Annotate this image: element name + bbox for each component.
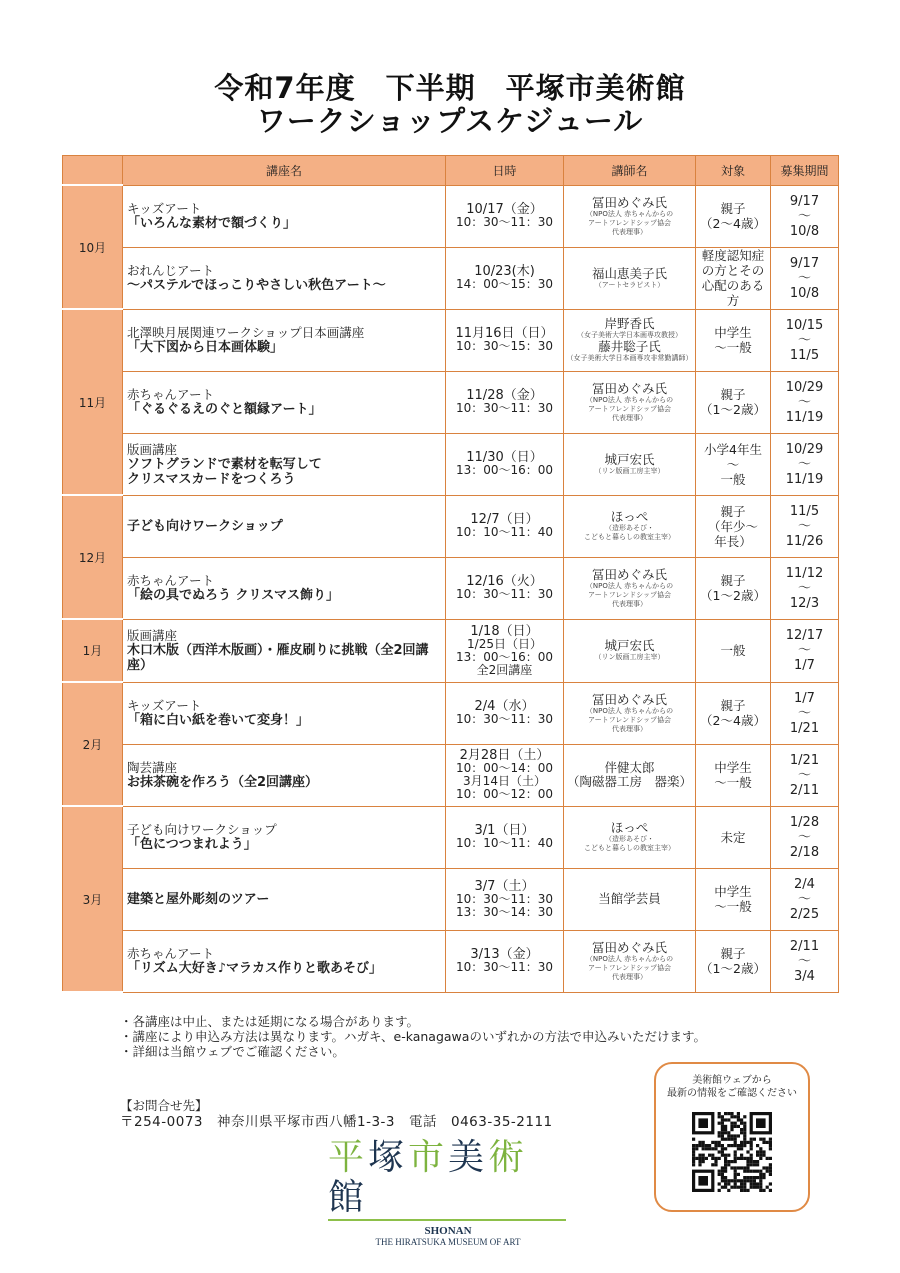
time-text: 10：10～11：40 — [455, 836, 554, 850]
qr-caption-1: 美術館ウェブから — [692, 1075, 772, 1086]
course-category: キッズアート — [127, 698, 202, 713]
datetime-cell — [446, 868, 564, 930]
teacher-cell — [564, 930, 696, 992]
logo-underline — [328, 1219, 566, 1221]
course-name-cell — [123, 806, 446, 868]
target-cell: 親子 （2～4歳） — [696, 682, 771, 744]
qr-code-icon[interactable] — [692, 1112, 772, 1192]
table-row — [63, 371, 839, 433]
course-name-cell — [123, 930, 446, 992]
time-text: 10：30～15：30 — [455, 339, 554, 353]
course-title: 「箱に白い紙を巻いて変身！」 — [127, 713, 310, 728]
teacher-name: 冨田めぐみ氏 — [591, 566, 667, 582]
month-cell: 11月 — [63, 309, 123, 495]
teacher-affiliation: （NPO法人 赤ちゃんからの アートフレンドシップ協会 代表理事） — [585, 209, 674, 236]
header-period: 募集期間 — [771, 156, 839, 186]
teacher-cell — [564, 495, 696, 557]
teacher-name: 藤井聡子氏 — [598, 339, 661, 354]
month-cell: 2月 — [63, 682, 123, 806]
course-category: 陶芸講座 — [127, 760, 178, 775]
course-title: ソフトグランドで素材を転写して クリスマスカードをつくろう — [127, 456, 322, 487]
contact-info — [120, 1098, 553, 1130]
course-name-cell — [123, 682, 446, 744]
course-name-cell — [123, 557, 446, 619]
datetime-cell — [446, 806, 564, 868]
application-period-cell: 1/21 ～ 2/11 — [771, 744, 839, 806]
application-period-cell: 9/17 ～ 10/8 — [771, 247, 839, 309]
course-category: おれんじアート — [127, 263, 215, 278]
course-category: 北澤映月展関連ワークショップ日本画講座 — [127, 325, 365, 340]
course-title: 「ぐるぐるえのぐと額縁アート」 — [127, 402, 322, 417]
qr-caption-2: 最新の情報をご確認ください — [667, 1088, 797, 1099]
time-text: 10：30～11：30 — [455, 712, 554, 726]
target-cell: 未定 — [696, 806, 771, 868]
time-text: 10：30～11：30 — [455, 960, 554, 974]
date-text: 3/1（日） — [474, 823, 535, 838]
teacher-cell — [564, 371, 696, 433]
teacher-affiliation: （NPO法人 赤ちゃんからの アートフレンドシップ協会 代表理事） — [585, 706, 674, 733]
course-title: 「リズム大好き♪マラカス作りと歌あそび」 — [127, 961, 383, 976]
teacher-name: 冨田めぐみ氏 — [591, 380, 667, 396]
header-course: 講座名 — [123, 156, 446, 186]
teacher-cell — [564, 868, 696, 930]
datetime-cell — [446, 744, 564, 806]
qr-callout — [654, 1062, 810, 1212]
course-title: 木口木版（西洋木版画）・雁皮刷りに挑戦（全2回講座） — [127, 643, 429, 673]
application-period-cell: 11/5 ～ 11/26 — [771, 495, 839, 557]
course-category: 子ども向けワークショップ — [127, 822, 277, 837]
logo-char: 館 — [328, 1177, 369, 1218]
teacher-affiliation: （NPO法人 赤ちゃんからの アートフレンドシップ協会 代表理事） — [585, 581, 674, 608]
course-name-cell — [123, 247, 446, 309]
target-cell: 一般 — [696, 619, 771, 682]
time-text: 10：30～11：30 — [455, 215, 554, 229]
note-item: ・各講座は中止、または延期になる場合があります。 — [120, 1014, 420, 1029]
teacher-name: 冨田めぐみ氏 — [591, 194, 667, 210]
teacher-name: ほっぺ — [610, 509, 649, 524]
application-period-cell: 9/17 ～ 10/8 — [771, 185, 839, 247]
note-item: ・講座により申込み方法は異なります。ハガキ、e-kanagawaのいずれかの方法で申込みいただけます。 — [120, 1029, 706, 1044]
month-cell: 1月 — [63, 619, 123, 682]
table-row — [63, 806, 839, 868]
date-text: 2月28日（土） — [459, 748, 550, 763]
date-text: 12/16（火） — [466, 574, 543, 589]
datetime-cell — [446, 557, 564, 619]
datetime-cell — [446, 371, 564, 433]
target-cell: 中学生 ～一般 — [696, 868, 771, 930]
target-cell: 親子 （年少～ 年長） — [696, 495, 771, 557]
course-title: 「色につつまれよう」 — [127, 837, 257, 852]
teacher-cell — [564, 309, 696, 371]
application-period-cell: 1/28 ～ 2/18 — [771, 806, 839, 868]
course-name-cell — [123, 495, 446, 557]
target-cell: 親子 （1～2歳） — [696, 930, 771, 992]
application-period-cell: 2/4 ～ 2/25 — [771, 868, 839, 930]
time-text: 10：30～11：30 13：30～14：30 — [455, 891, 554, 919]
time-text: 1/25日（日） 13：00～16：00 全2回講座 — [455, 636, 554, 677]
time-text: 10：00～14：00 3月14日（土） 10：00～12：00 — [455, 761, 554, 801]
course-name-cell — [123, 744, 446, 806]
table-header-row — [63, 156, 839, 186]
course-title: お抹茶碗を作ろう（全2回講座） — [127, 775, 319, 790]
table-row — [63, 495, 839, 557]
course-name-cell — [123, 619, 446, 682]
course-name-cell — [123, 371, 446, 433]
datetime-cell — [446, 682, 564, 744]
page-title-line1: 令和7年度 下半期 平塚市美術館 — [214, 71, 686, 105]
contact-address: 〒254-0073 神奈川県平塚市西八幡1-3-3 電話 0463-35-2111 — [120, 1114, 553, 1130]
application-period-cell: 12/17 ～ 1/7 — [771, 619, 839, 682]
table-row — [63, 744, 839, 806]
teacher-name: 岸野香氏 — [604, 316, 655, 331]
application-period-cell: 10/15 ～ 11/5 — [771, 309, 839, 371]
course-name-cell — [123, 185, 446, 247]
teacher-name: 城戸宏氏 — [604, 638, 655, 653]
table-row — [63, 247, 839, 309]
teacher-name: 福山恵美子氏 — [591, 265, 667, 281]
teacher-name: ほっぺ — [610, 820, 649, 835]
teacher-cell — [564, 744, 696, 806]
teacher-name: 伴健太郎 — [604, 760, 655, 775]
date-text: 2/4（水） — [474, 699, 535, 714]
month-cell: 12月 — [63, 495, 123, 619]
course-title: 建築と屋外彫刻のツアー — [127, 891, 270, 907]
time-text: 10：30～11：30 — [455, 401, 554, 415]
course-category: キッズアート — [127, 201, 202, 216]
course-title: ～パステルでほっこりやさしい秋色アート～ — [127, 278, 386, 293]
teacher-name: 冨田めぐみ氏 — [591, 939, 667, 955]
table-row — [63, 930, 839, 992]
target-cell: 小学4年生 ～ 一般 — [696, 433, 771, 495]
teacher-cell — [564, 557, 696, 619]
teacher-cell — [564, 806, 696, 868]
logo-shonan: SHONAN — [424, 1225, 472, 1237]
course-title: 「絵の具でぬろう クリスマス飾り」 — [127, 588, 340, 603]
table-row — [63, 433, 839, 495]
logo-char: 平 — [328, 1137, 369, 1178]
date-text: 11月16日（日） — [455, 326, 554, 341]
datetime-cell — [446, 309, 564, 371]
header-datetime: 日時 — [446, 156, 564, 186]
datetime-cell — [446, 247, 564, 309]
logo-char: 市 — [408, 1137, 449, 1178]
table-row — [63, 557, 839, 619]
teacher-affiliation: （NPO法人 赤ちゃんからの アートフレンドシップ協会 代表理事） — [585, 954, 674, 981]
course-name-cell — [123, 868, 446, 930]
teacher-cell — [564, 682, 696, 744]
target-cell: 親子 （1～2歳） — [696, 371, 771, 433]
course-category: 赤ちゃんアート — [127, 387, 215, 402]
teacher-affiliation: （リン版画工房主宰） — [594, 466, 665, 475]
page-title-line2: ワークショップスケジュール — [256, 104, 644, 138]
teacher-affiliation: （女子美術大学日本画専攻非常勤講師） — [566, 354, 693, 362]
logo-char: 美 — [448, 1137, 489, 1178]
date-text: 10/17（金） — [466, 202, 543, 217]
course-category: 版画講座 — [127, 441, 178, 457]
header-teacher: 講師名 — [564, 156, 696, 186]
teacher-cell — [564, 185, 696, 247]
teacher-name: 城戸宏氏 — [604, 451, 655, 467]
application-period-cell: 1/7 ～ 1/21 — [771, 682, 839, 744]
target-cell: 親子 （1～2歳） — [696, 557, 771, 619]
target-cell: 軽度認知症 の方とその 心配のある 方 — [696, 247, 771, 309]
teacher-affiliation: （造形あそび・ こどもと暮らしの教室主宰） — [584, 835, 675, 852]
notes — [120, 1014, 780, 1059]
teacher-cell — [564, 619, 696, 682]
course-category: 赤ちゃんアート — [127, 573, 215, 588]
table-row — [63, 185, 839, 247]
application-period-cell: 10/29 ～ 11/19 — [771, 371, 839, 433]
datetime-cell — [446, 495, 564, 557]
logo-char: 塚 — [368, 1137, 409, 1178]
contact-heading: 【お問合せ先】 — [120, 1098, 208, 1113]
museum-logo — [328, 1138, 568, 1247]
date-text: 1/18（日） — [470, 623, 539, 639]
application-period-cell: 11/12 ～ 12/3 — [771, 557, 839, 619]
time-text: 14：00～15：30 — [455, 277, 554, 291]
target-cell: 中学生 ～一般 — [696, 744, 771, 806]
teacher-name: 冨田めぐみ氏 — [591, 691, 667, 707]
month-cell: 3月 — [63, 806, 123, 992]
note-item: ・詳細は当館ウェブでご確認ください。 — [120, 1044, 345, 1059]
course-title: 子ども向けワークショップ — [127, 518, 283, 534]
teacher-affiliation: （アートセラピスト） — [594, 280, 665, 289]
course-title: 「いろんな素材で額づくり」 — [127, 216, 297, 231]
time-text: 10：10～11：40 — [455, 525, 554, 539]
datetime-cell — [446, 930, 564, 992]
date-text: 3/7（土） — [474, 878, 535, 894]
teacher-name: 当館学芸員 — [598, 891, 661, 906]
teacher-affiliation: （造形あそび・ こどもと暮らしの教室主宰） — [584, 524, 675, 541]
application-period-cell: 10/29 ～ 11/19 — [771, 433, 839, 495]
course-category: 版画講座 — [127, 628, 178, 643]
logo-char: 術 — [488, 1137, 529, 1178]
datetime-cell — [446, 185, 564, 247]
date-text: 11/30（日） — [466, 450, 543, 465]
date-text: 3/13（金） — [470, 947, 539, 962]
teacher-affiliation: （NPO法人 赤ちゃんからの アートフレンドシップ協会 代表理事） — [585, 395, 674, 422]
table-row — [63, 682, 839, 744]
schedule-table — [62, 155, 839, 993]
date-text: 10/23(木) — [474, 264, 535, 279]
course-name-cell — [123, 433, 446, 495]
teacher-affiliation: （女子美術大学日本画専攻教授） — [577, 331, 682, 339]
application-period-cell: 2/11 ～ 3/4 — [771, 930, 839, 992]
header-month — [63, 156, 123, 186]
teacher-cell — [564, 247, 696, 309]
datetime-cell — [446, 619, 564, 682]
time-text: 13：00～16：00 — [455, 463, 554, 477]
target-cell: 中学生 ～一般 — [696, 309, 771, 371]
header-target: 対象 — [696, 156, 771, 186]
date-text: 11/28（金） — [466, 388, 543, 403]
month-cell: 10月 — [63, 185, 123, 309]
table-row — [63, 868, 839, 930]
target-cell: 親子 （2～4歳） — [696, 185, 771, 247]
table-row — [63, 309, 839, 371]
time-text: 10：30～11：30 — [455, 587, 554, 601]
logo-kanji — [328, 1138, 568, 1218]
course-title: 「大下図から日本画体験」 — [127, 340, 284, 355]
teacher-cell — [564, 433, 696, 495]
teacher-affiliation: （リン版画工房主宰） — [594, 653, 665, 661]
teacher-name: （陶磁器工房 器楽） — [566, 774, 692, 789]
date-text: 12/7（日） — [470, 512, 539, 527]
datetime-cell — [446, 433, 564, 495]
table-row — [63, 619, 839, 682]
logo-english-name: THE HIRATSUKA MUSEUM OF ART — [375, 1237, 521, 1247]
course-category: 赤ちゃんアート — [127, 946, 215, 961]
course-name-cell — [123, 309, 446, 371]
